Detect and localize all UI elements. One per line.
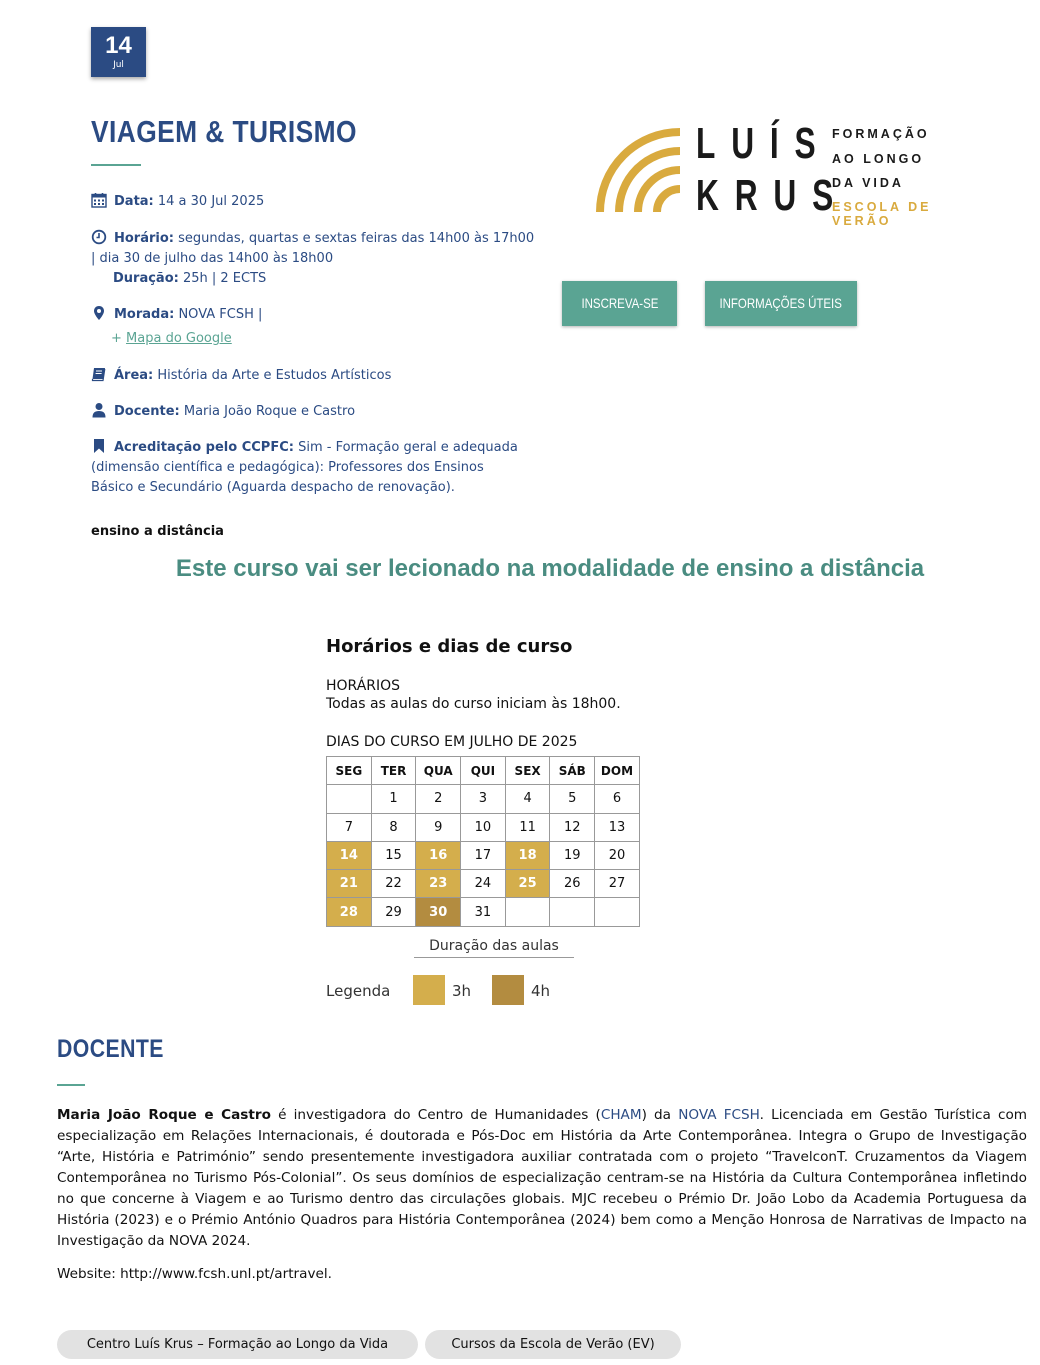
google-map-link[interactable]: Mapa do Google [126,331,232,346]
calendar-day: 2 [416,785,461,813]
useful-info-button-label: INFORMAÇÕES ÚTEIS [719,295,843,311]
calendar-header-row [327,757,640,785]
calendar-day: 25 [505,870,550,898]
info-date-value: 14 a 30 Jul 2025 [153,194,265,209]
calendar-day: 29 [371,898,416,926]
calendar-day: 21 [327,870,372,898]
legend-swatch-3h [413,975,445,1005]
bio-text-2: ) da [641,1107,679,1123]
weekday-header: QUA [416,757,461,785]
info-teacher [91,402,541,422]
info-schedule [91,229,541,289]
info-address [91,305,541,349]
calendar-body [327,785,640,926]
course-calendar [326,756,640,927]
tag-centro-luis-krus[interactable]: Centro Luís Krus – Formação ao Longo da Vida [57,1330,418,1359]
info-duration-label: Duração: [113,271,179,286]
calendar-day: 6 [595,785,640,813]
calendar-day: 17 [461,841,506,869]
calendar-day: 18 [505,841,550,869]
calendar-day: 9 [416,813,461,841]
calendar-day: 1 [371,785,416,813]
logo-name-line2: KRUS [696,171,850,220]
modality-label: ensino a distância [91,524,224,539]
calendar-icon [91,192,108,207]
info-date-label: Data: [114,194,154,209]
docente-divider [57,1084,85,1086]
calendar-day: 14 [327,841,372,869]
calendar-day: 4 [505,785,550,813]
info-teacher-label: Docente: [114,404,180,419]
user-icon [91,402,108,417]
info-area-label: Área: [114,368,154,383]
weekday-header: SEG [327,757,372,785]
bio-text-3: . Licenciada em Gestão Turística com especialização em Relações Internacionais, é doutorada e Pós-Doc em História da Arte Contemporânea. Integra o Grupo de Investigação “Arte, História e Património” sendo presentemente investigadora auxiliar contratada com o projeto “TravelconT. Cruzamentos da Viagem Contemporânea no Turismo Pós-Colonial”. Os seus domínios de especialização centram-se na História da Cultura Contemporânea infletindo no que concerne à Viagem e ao Turismo dentro das circulações globais. MJC recebeu o Prémio Dr. João Lobo da Academia Portuguesa da História (2023) e o Prémio António Quadros para História Contemporânea (2024) bem como a Menção Honrosa de Narrativas de Impacto na Investigação da NOVA 2024. [57,1107,1028,1249]
weekday-header: QUI [461,757,506,785]
logo-subtitle-3: DA VIDA [832,176,904,190]
logo-subtitle-4: ESCOLA DE VERÃO [832,200,932,228]
luis-krus-logo [594,114,994,228]
calendar-day: 30 [416,898,461,926]
calendar-day: 27 [595,870,640,898]
calendar-day: 31 [461,898,506,926]
calendar-week-row [327,841,640,869]
info-area [91,366,541,386]
info-address-label: Morada: [114,307,175,322]
clock-icon [91,229,108,244]
info-accreditation [91,438,521,498]
calendar-day: 3 [461,785,506,813]
horarios-heading: HORÁRIOS [326,678,401,694]
nova-fcsh-link[interactable]: NOVA FCSH [678,1107,760,1123]
calendar-day: 10 [461,813,506,841]
calendar-day: 24 [461,870,506,898]
weekday-header: DOM [595,757,640,785]
calendar-week-row [327,898,640,926]
calendar-empty-cell [550,898,595,926]
weekday-header: SEX [505,757,550,785]
calendar-day: 19 [550,841,595,869]
info-date [91,192,541,212]
duration-label: Duração das aulas [414,938,574,958]
docente-name: Maria João Roque e Castro [57,1107,271,1123]
tag-escola-de-verao[interactable]: Cursos da Escola de Verão (EV) [425,1330,681,1359]
calendar-day: 26 [550,870,595,898]
date-badge-month: Jul [113,60,124,70]
date-badge [91,27,146,77]
docente-section-title: DOCENTE [57,1035,164,1063]
calendar-day: 8 [371,813,416,841]
info-area-value: História da Arte e Estudos Artísticos [153,368,392,383]
calendar-day: 23 [416,870,461,898]
logo-subtitle-2: AO LONGO [832,152,925,166]
legend-swatch-4h [492,975,524,1005]
logo-name-line1: LUÍS [696,119,832,168]
calendar-empty-cell [595,898,640,926]
calendar-day: 28 [327,898,372,926]
info-schedule-label: Horário: [114,231,174,246]
date-badge-day: 14 [105,32,132,59]
calendar-day: 20 [595,841,640,869]
info-schedule-value: segundas, quartas e sextas feiras das 14h00 às 17h00 | dia 30 de julho das 14h00 às 18h00 [91,231,535,266]
calendar-day: 16 [416,841,461,869]
calendar-empty-cell [327,785,372,813]
schedule-title: Horários e dias de curso [326,636,573,657]
bio-text-1: é investigadora do Centro de Humanidades ( [270,1107,601,1123]
info-teacher-value: Maria João Roque e Castro [179,404,356,419]
calendar-week-row [327,813,640,841]
weekday-header: TER [371,757,416,785]
calendar-day: 22 [371,870,416,898]
docente-website: Website: http://www.fcsh.unl.pt/artravel. [57,1266,332,1282]
calendar-week-row [327,870,640,898]
calendar-empty-cell [505,898,550,926]
calendar-day: 15 [371,841,416,869]
useful-info-button[interactable] [705,281,857,326]
legend-text-3h: 3h [452,982,472,1000]
horarios-text: Todas as aulas do curso iniciam às 18h00. [326,696,621,712]
calendar-day: 12 [550,813,595,841]
calendar-day: 11 [505,813,550,841]
logo-arcs-icon [594,126,686,214]
enroll-button[interactable] [562,281,677,326]
calendar-day: 13 [595,813,640,841]
bookmark-icon [91,438,108,453]
map-marker-icon [91,305,108,320]
info-address-value: NOVA FCSH | [174,307,263,322]
info-accreditation-label: Acreditação pelo CCPFC: [114,440,294,455]
enroll-button-label: INSCREVA-SE [581,295,658,311]
legend-text-4h: 4h [531,982,551,1000]
cham-link[interactable]: CHAM [600,1107,642,1123]
modality-heading: Este curso vai ser lecionado na modalidade de ensino a distância [175,555,925,582]
calendar-day: 5 [550,785,595,813]
weekday-header: SÁB [550,757,595,785]
info-duration-value: 25h | 2 ECTS [178,271,267,286]
book-icon [91,366,108,381]
logo-subtitle-1: FORMAÇÃO [832,127,930,141]
course-title: VIAGEM & TURISMO [91,114,357,149]
title-divider [91,164,141,166]
calendar-day: 7 [327,813,372,841]
map-link-prefix: + [111,331,127,346]
info-accreditation-value: Sim - Formação geral e adequada (dimensão científica e pedagógica): Professores dos Ensinos Básico e Secundário (Aguarda despacho de renovação). [91,440,518,495]
docente-bio [57,1105,1027,1252]
legend-label: Legenda [326,982,391,1000]
course-days-heading: DIAS DO CURSO EM JULHO DE 2025 [326,734,578,750]
calendar-week-row [327,785,640,813]
